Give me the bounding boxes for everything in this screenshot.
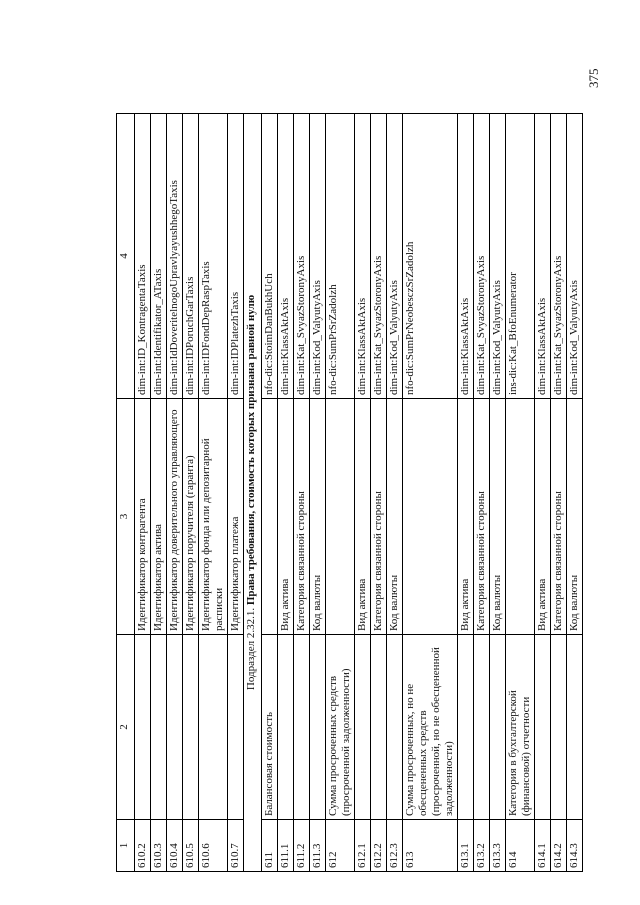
table-row: [535, 114, 551, 872]
table-cell-c3: [403, 399, 458, 635]
section-number: Подраздел 2.32.1.: [245, 607, 257, 691]
table-cell-c2: [371, 635, 387, 820]
table-cell-c1: 614.1: [535, 820, 551, 872]
table-cell-c4: dim-int:IDFondDepRaspTaxis: [199, 114, 228, 399]
column-header: 4: [117, 114, 135, 399]
table-cell-c2: Сумма просроченных, но не обесцененных средств (просроченной, но не обесцененной задолженности): [403, 635, 458, 820]
table-cell-c2: Балансовая стоимость: [262, 635, 278, 820]
table-row: [403, 114, 458, 872]
table-cell-c4: dim-int:KlassAktAxis: [535, 114, 551, 399]
table-cell-c3: Категория связанной стороны: [551, 399, 567, 635]
table-cell-c3: Идентификатор актива: [151, 399, 167, 635]
table-cell-c4: dim-int:KlassAktAxis: [355, 114, 371, 399]
table-cell-c2: Категория в бухгалтерской (финансовой) отчетности: [506, 635, 535, 820]
table-cell-c3: Код валюты: [310, 399, 326, 635]
table-cell-c2: [474, 635, 490, 820]
table-cell-c2: [151, 635, 167, 820]
column-header: 2: [117, 635, 135, 820]
table-cell-c4: dim-int:Kat_SvyazStoronyAxis: [551, 114, 567, 399]
table-row: [458, 114, 474, 872]
table-cell-c4: dim-int:IdDoveritelnogoUpravlyayushhegoTaxis: [167, 114, 183, 399]
table-cell-c2: [387, 635, 403, 820]
column-header-row: [117, 114, 135, 872]
table-cell-c1: 610.3: [151, 820, 167, 872]
table-cell-c1: 614.3: [567, 820, 583, 872]
table-row: [310, 114, 326, 872]
table-cell-c3: Код валюты: [387, 399, 403, 635]
table-cell-c1: 612.3: [387, 820, 403, 872]
table-cell-c1: 610.2: [135, 820, 151, 872]
table-cell-c4: nfo-dic:StoimDanBukhUch: [262, 114, 278, 399]
table-cell-c2: [199, 635, 228, 820]
table-cell-c2: [228, 635, 244, 820]
table-cell-c2: [355, 635, 371, 820]
table-cell-c1: 611.3: [310, 820, 326, 872]
table-row: [326, 114, 355, 872]
table-row: [490, 114, 506, 872]
table-cell-c2: [294, 635, 310, 820]
table-row: [387, 114, 403, 872]
table-cell-c1: 611: [262, 820, 278, 872]
table-row: [183, 114, 199, 872]
table-row: [551, 114, 567, 872]
section-heading: [244, 114, 262, 872]
table-row: [474, 114, 490, 872]
table-cell-c2: [310, 635, 326, 820]
table-cell-c4: nfo-dic:SumPrNeobesczSrZadolzh: [403, 114, 458, 399]
table-cell-c3: Идентификатор фонда или депозитарной расписки: [199, 399, 228, 635]
table-row: [278, 114, 294, 872]
table-cell-c3: Вид актива: [355, 399, 371, 635]
taxonomy-table: [116, 113, 583, 872]
table-cell-c4: dim-int:Kod_ValyutyAxis: [567, 114, 583, 399]
table-cell-c4: dim-int:IDPoruchGarTaxis: [183, 114, 199, 399]
table-cell-c1: 611.2: [294, 820, 310, 872]
table-cell-c3: [326, 399, 355, 635]
table-cell-c3: Вид актива: [458, 399, 474, 635]
table-cell-c4: ins-dic:Kat_BfoEnumerator: [506, 114, 535, 399]
table-cell-c2: [490, 635, 506, 820]
table-cell-c1: 614.2: [551, 820, 567, 872]
table-cell-c4: dim-int:Kat_SvyazStoronyAxis: [371, 114, 387, 399]
table-cell-c4: dim-int:ID_KontragentaTaxis: [135, 114, 151, 399]
table-row: [167, 114, 183, 872]
table-cell-c3: [262, 399, 278, 635]
table-cell-c4: dim-int:Identifikator_ATaxis: [151, 114, 167, 399]
table-cell-c4: dim-int:KlassAktAxis: [278, 114, 294, 399]
table-cell-c3: Категория связанной стороны: [371, 399, 387, 635]
table-cell-c3: Категория связанной стороны: [294, 399, 310, 635]
table-cell-c4: dim-int:Kod_ValyutyAxis: [310, 114, 326, 399]
table-cell-c2: [458, 635, 474, 820]
table-cell-c4: dim-int:IDPlatezhTaxis: [228, 114, 244, 399]
table-cell-c3: Идентификатор поручителя (гаранта): [183, 399, 199, 635]
table-cell-c2: [535, 635, 551, 820]
table-cell-c2: [567, 635, 583, 820]
table-cell-c1: 613.3: [490, 820, 506, 872]
table-cell-c3: Вид актива: [278, 399, 294, 635]
table-cell-c4: dim-int:Kod_ValyutyAxis: [490, 114, 506, 399]
table-cell-c1: 614: [506, 820, 535, 872]
page-number: 375: [586, 68, 601, 88]
table-row: [371, 114, 387, 872]
section-heading-row: [244, 114, 262, 872]
table-row: [294, 114, 310, 872]
table-row: [506, 114, 535, 872]
table-cell-c1: 612: [326, 820, 355, 872]
table-cell-c2: Сумма просроченных средств (просроченной задолженности): [326, 635, 355, 820]
table-row: [262, 114, 278, 872]
table-cell-c4: dim-int:Kod_ValyutyAxis: [387, 114, 403, 399]
table-cell-c3: Идентификатор контрагента: [135, 399, 151, 635]
table-cell-c1: 613: [403, 820, 458, 872]
table-cell-c3: Код валюты: [567, 399, 583, 635]
column-header: 3: [117, 399, 135, 635]
table-row: [228, 114, 244, 872]
table-cell-c1: 613.2: [474, 820, 490, 872]
rotated-table-container: [116, 114, 604, 872]
table-cell-c3: [506, 399, 535, 635]
table-cell-c2: [183, 635, 199, 820]
table-cell-c1: 612.1: [355, 820, 371, 872]
table-cell-c1: 610.7: [228, 820, 244, 872]
table-cell-c2: [135, 635, 151, 820]
table-cell-c2: [551, 635, 567, 820]
table-cell-c4: dim-int:KlassAktAxis: [458, 114, 474, 399]
section-title: Права требования, стоимость которых признана равной нулю: [245, 294, 257, 606]
table-cell-c2: [278, 635, 294, 820]
column-header: 1: [117, 820, 135, 872]
table-row: [199, 114, 228, 872]
table-cell-c1: 611.1: [278, 820, 294, 872]
table-cell-c4: dim-int:Kat_SvyazStoronyAxis: [294, 114, 310, 399]
table-cell-c1: 610.5: [183, 820, 199, 872]
table-cell-c3: Идентификатор платежа: [228, 399, 244, 635]
table-cell-c1: 610.4: [167, 820, 183, 872]
table-cell-c4: nfo-dic:SumPrSrZadolzh: [326, 114, 355, 399]
table-cell-c1: 613.1: [458, 820, 474, 872]
table-row: [135, 114, 151, 872]
table-row: [355, 114, 371, 872]
table-cell-c1: 612.2: [371, 820, 387, 872]
table-row: [151, 114, 167, 872]
table-cell-c3: Код валюты: [490, 399, 506, 635]
table-cell-c1: 610.6: [199, 820, 228, 872]
table-cell-c3: Категория связанной стороны: [474, 399, 490, 635]
table-row: [567, 114, 583, 872]
table-cell-c3: Идентификатор доверительного управляющего: [167, 399, 183, 635]
table-cell-c3: Вид актива: [535, 399, 551, 635]
table-cell-c2: [167, 635, 183, 820]
table-cell-c4: dim-int:Kat_SvyazStoronyAxis: [474, 114, 490, 399]
